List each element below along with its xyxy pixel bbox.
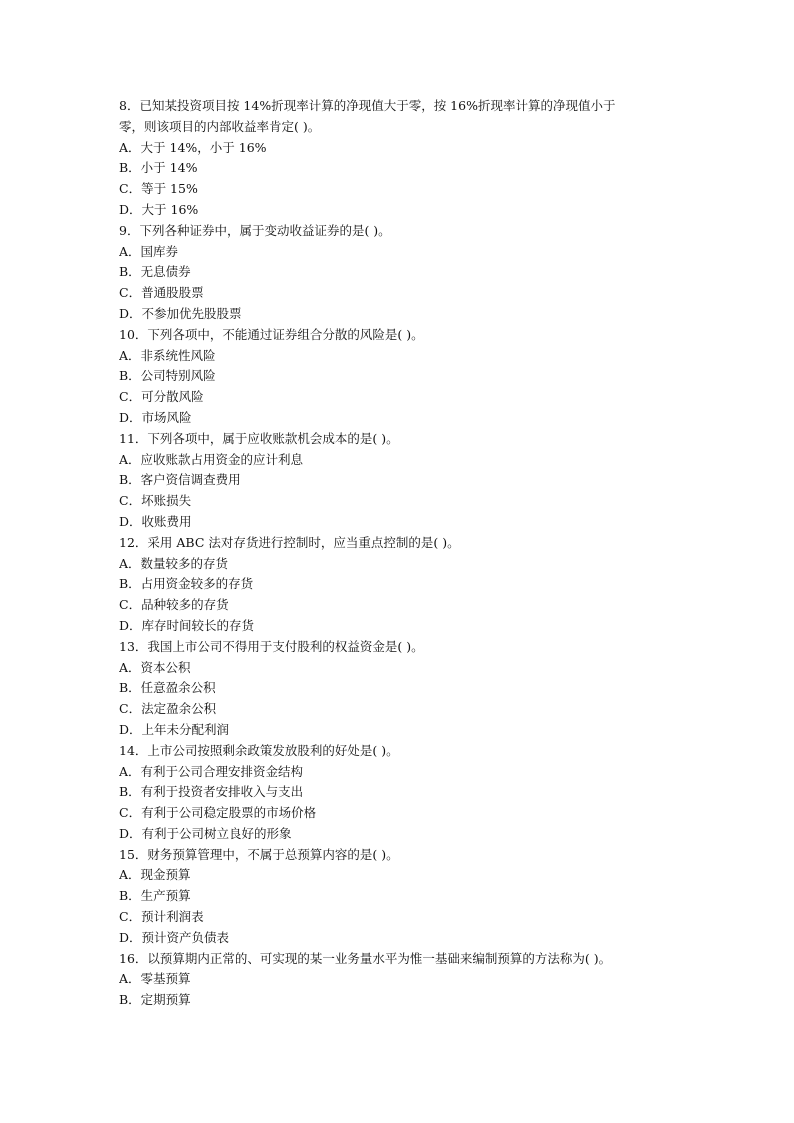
answer-option: D．收账费用	[119, 513, 192, 529]
answer-option: A．数量较多的存货	[119, 555, 229, 571]
question-block	[119, 221, 679, 325]
answer-option: A．零基预算	[119, 971, 191, 987]
answer-option: D．市场风险	[119, 409, 192, 425]
answer-option: C．品种较多的存货	[119, 597, 229, 613]
question-block	[119, 325, 679, 429]
answer-option: C．有利于公司稳定股票的市场价格	[119, 805, 317, 821]
question-block	[119, 949, 679, 1011]
answer-option: C．坏账损失	[119, 493, 192, 509]
question-block	[119, 429, 679, 533]
answer-option: B．公司特别风险	[119, 368, 216, 384]
answer-option: B．占用资金较多的存货	[119, 576, 254, 592]
question-block	[119, 533, 679, 637]
answer-option: A．有利于公司合理安排资金结构	[119, 763, 304, 779]
answer-option: A．非系统性风险	[119, 347, 216, 363]
answer-option: C．普通股股票	[119, 285, 204, 301]
answer-option: D．不参加优先股股票	[119, 305, 242, 321]
question-stem: 12．采用 ABC 法对存货进行控制时，应当重点控制的是( )。	[119, 534, 460, 550]
question-stem: 零，则该项目的内部收益率肯定( )。	[119, 118, 321, 134]
answer-option: B．生产预算	[119, 888, 191, 904]
answer-option: A．国库券	[119, 243, 179, 259]
answer-option: B．客户资信调查费用	[119, 472, 241, 488]
answer-option: A．现金预算	[119, 867, 191, 883]
question-stem: 16．以预算期内正常的、可实现的某一业务量水平为惟一基础来编制预算的方法称为( )。	[119, 950, 612, 966]
answer-option: A．大于 14%，小于 16%	[119, 139, 267, 155]
answer-option: B．小于 14%	[119, 160, 198, 176]
answer-option: C．等于 15%	[119, 181, 198, 197]
answer-option: D．库存时间较长的存货	[119, 617, 255, 633]
question-block	[119, 741, 679, 845]
question-list	[119, 96, 679, 1011]
question-block	[119, 96, 679, 221]
answer-option: C．法定盈余公积	[119, 701, 217, 717]
answer-option: D．上年未分配利润	[119, 721, 230, 737]
answer-option: D．大于 16%	[119, 201, 199, 217]
answer-option: C．预计利润表	[119, 909, 204, 925]
answer-option: A．资本公积	[119, 659, 191, 675]
answer-option: B．定期预算	[119, 992, 191, 1008]
question-stem: 9．下列各种证券中，属于变动收益证券的是( )。	[119, 222, 391, 238]
answer-option: C．可分散风险	[119, 389, 204, 405]
question-stem: 8．已知某投资项目按 14%折现率计算的净现值大于零，按 16%折现率计算的净现值小于	[119, 98, 616, 113]
answer-option: B．无息债券	[119, 264, 191, 280]
answer-option: D．预计资产负债表	[119, 929, 230, 945]
answer-option: D．有利于公司树立良好的形象	[119, 825, 292, 841]
question-stem: 14．上市公司按照剩余政策发放股利的好处是( )。	[119, 742, 399, 758]
answer-option: B．有利于投资者安排收入与支出	[119, 784, 304, 800]
question-stem: 10．下列各项中，不能通过证券组合分散的风险是( )。	[119, 326, 424, 342]
answer-option: A．应收账款占用资金的应计利息	[119, 451, 304, 467]
answer-option: B．任意盈余公积	[119, 680, 216, 696]
question-stem: 11．下列各项中，属于应收账款机会成本的是( )。	[119, 430, 399, 446]
question-stem: 15．财务预算管理中，不属于总预算内容的是( )。	[119, 846, 399, 862]
question-block	[119, 637, 679, 741]
question-block	[119, 845, 679, 949]
question-stem: 13．我国上市公司不得用于支付股利的权益资金是( )。	[119, 638, 424, 654]
